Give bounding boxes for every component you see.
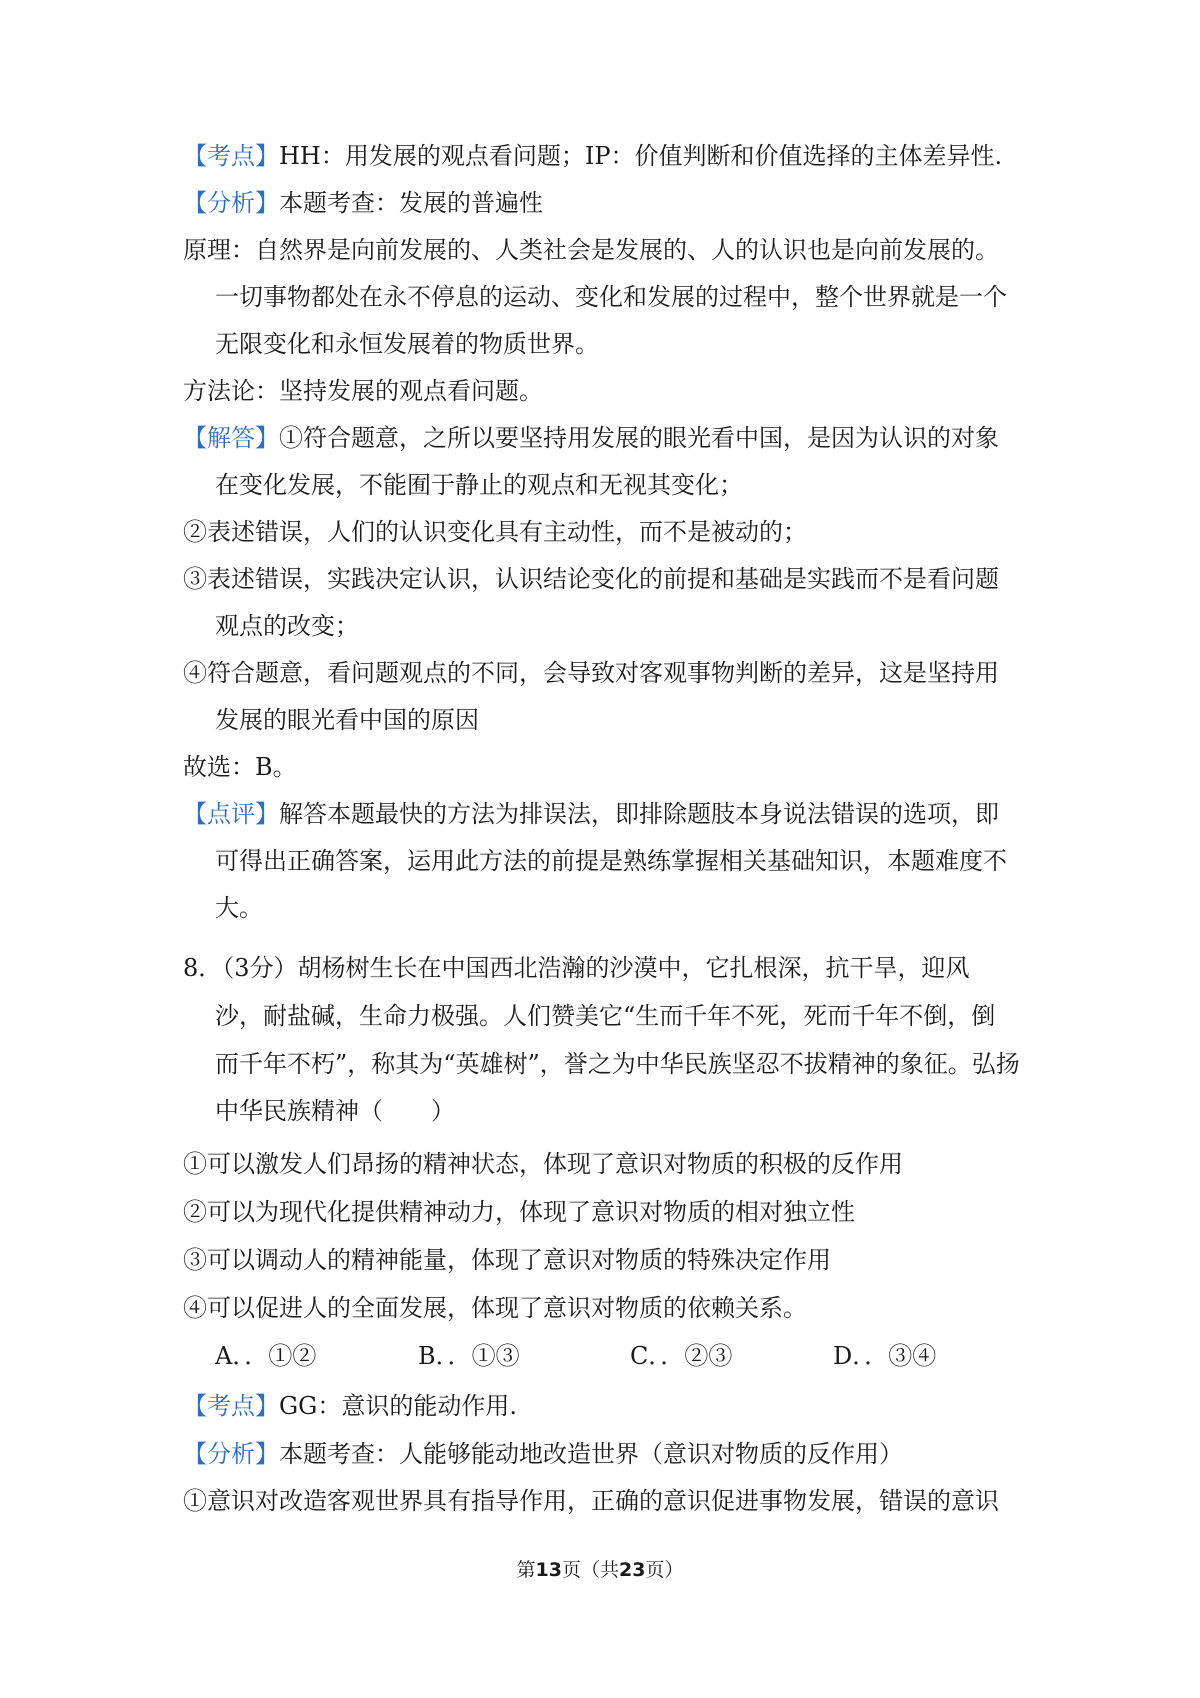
jieda-text-1: ①符合题意，之所以要坚持用发展的眼光看中国，是因为认识的对象 xyxy=(279,424,999,452)
kaodian-text: HH：用发展的观点看问题；IP：价值判断和价值选择的主体差异性. xyxy=(279,142,1003,170)
question-8-stem-1: 8．（3分）胡杨树生长在中国西北浩瀚的沙漠中，它扎根深，抗干旱，迎风 xyxy=(183,954,970,982)
kaodian-tag-2: 【考点】 xyxy=(183,1392,279,1420)
yuanli-line-2: 一切事物都处在永不停息的运动、变化和发展的过程中，整个世界就是一个 xyxy=(215,283,1007,311)
footer-middle: 页（共 xyxy=(561,1559,619,1581)
dianping-tag: 【点评】 xyxy=(183,800,279,828)
fenxi-2-line-1: ①意识对改造客观世界具有指导作用，正确的意识促进事物发展，错误的意识 xyxy=(183,1487,999,1515)
dianping-line-1 xyxy=(183,798,999,830)
kaodian-tag: 【考点】 xyxy=(183,142,279,170)
jieda-item-3-line-2: 观点的改变； xyxy=(215,612,359,640)
answer-line: 故选：B。 xyxy=(183,753,297,781)
jieda-tag: 【解答】 xyxy=(183,424,279,452)
yuanli-line-1: 原理：自然界是向前发展的、人类社会是发展的、人的认识也是向前发展的。 xyxy=(183,236,999,264)
fangfalun-line: 方法论：坚持发展的观点看问题。 xyxy=(183,377,543,405)
statement-1: ①可以激发人们昂扬的精神状态，体现了意识对物质的积极的反作用 xyxy=(183,1150,903,1178)
option-c[interactable]: C．．②③ xyxy=(630,1342,733,1370)
kaodian-text-2: GG：意识的能动作用. xyxy=(279,1392,517,1420)
jieda-item-3-line-1: ③表述错误，实践决定认识，认识结论变化的前提和基础是实践而不是看问题 xyxy=(183,565,999,593)
question-8-stem-3: 而千年不朽”，称其为“英雄树”，誉之为中华民族坚忍不拔精神的象征。弘扬 xyxy=(215,1050,1020,1078)
statement-4: ④可以促进人的全面发展，体现了意识对物质的依赖关系。 xyxy=(183,1294,807,1322)
yuanli-line-3: 无限变化和永恒发展着的物质世界。 xyxy=(215,330,599,358)
footer-prefix: 第 xyxy=(516,1559,536,1581)
fenxi-line-1 xyxy=(183,187,543,219)
dianping-line-3: 大。 xyxy=(215,894,263,922)
option-d[interactable]: D．．③④ xyxy=(833,1342,937,1370)
option-a[interactable]: A．．①② xyxy=(215,1342,317,1370)
footer-total-pages: 23 xyxy=(619,1559,646,1581)
statement-3: ③可以调动人的精神能量，体现了意识对物质的特殊决定作用 xyxy=(183,1246,831,1274)
jieda-item-4-line-2: 发展的眼光看中国的原因 xyxy=(215,706,479,734)
footer-current-page: 13 xyxy=(535,1559,562,1581)
fenxi-text: 本题考查：发展的普遍性 xyxy=(279,189,543,217)
jieda-item-2: ②表述错误，人们的认识变化具有主动性，而不是被动的； xyxy=(183,518,807,546)
page-footer xyxy=(0,1558,1200,1582)
dianping-text-1: 解答本题最快的方法为排误法，即排除题肢本身说法错误的选项，即 xyxy=(279,800,999,828)
question-8-stem-4: 中华民族精神（ ） xyxy=(215,1097,455,1125)
option-b[interactable]: B．．①③ xyxy=(418,1342,520,1370)
dianping-line-2: 可得出正确答案，运用此方法的前提是熟练掌握相关基础知识，本题难度不 xyxy=(215,847,1007,875)
kaodian-line-2 xyxy=(183,1390,517,1422)
jieda-item-4-line-1: ④符合题意，看问题观点的不同，会导致对客观事物判断的差异，这是坚持用 xyxy=(183,659,999,687)
statement-2: ②可以为现代化提供精神动力，体现了意识对物质的相对独立性 xyxy=(183,1198,855,1226)
fenxi-tag-2: 【分析】 xyxy=(183,1440,279,1468)
fenxi-text-2: 本题考查：人能够能动地改造世界（意识对物质的反作用） xyxy=(279,1440,903,1468)
jieda-line-1 xyxy=(183,422,999,454)
footer-suffix: 页） xyxy=(645,1559,684,1581)
jieda-line-2: 在变化发展，不能囿于静止的观点和无视其变化； xyxy=(215,471,743,499)
fenxi-line-2 xyxy=(183,1438,903,1470)
question-8-stem-2: 沙，耐盐碱，生命力极强。人们赞美它“生而千年不死，死而千年不倒，倒 xyxy=(215,1002,996,1030)
kaodian-line-1 xyxy=(183,140,1002,172)
fenxi-tag: 【分析】 xyxy=(183,189,279,217)
